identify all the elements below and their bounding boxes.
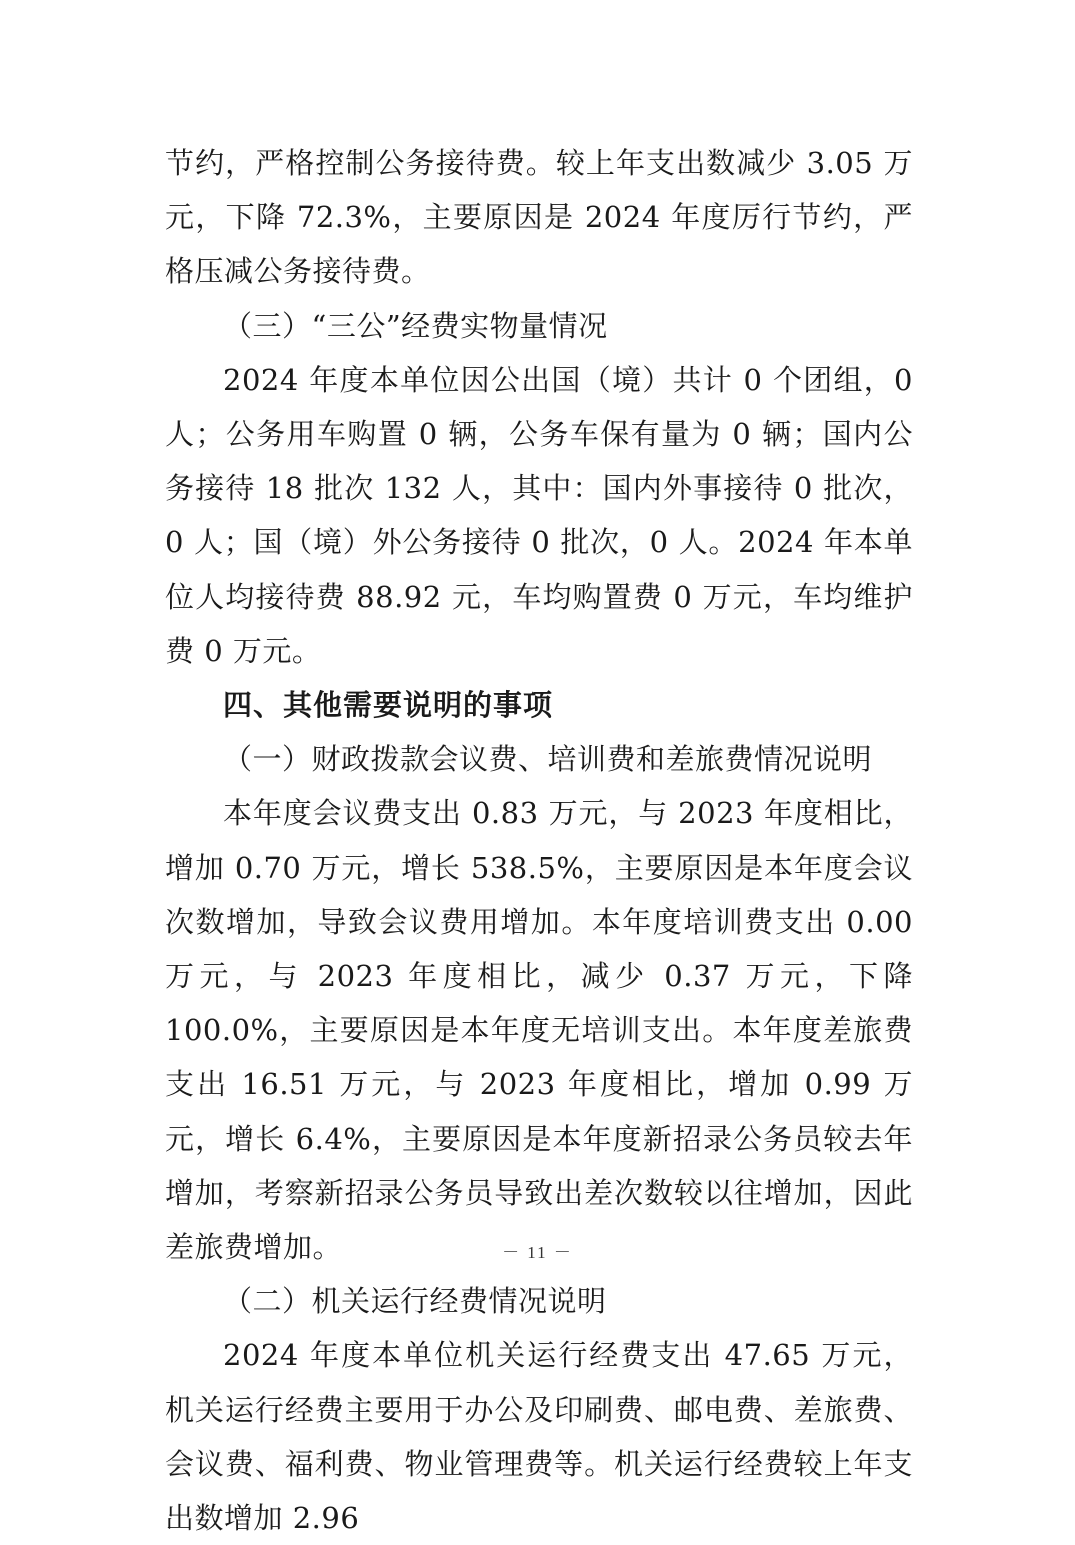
section-heading-other-matters: 四、其他需要说明的事项 xyxy=(223,688,554,723)
paragraph-continuation: 节约，严格控制公务接待费。较上年支出数减少 3.05 万元，下降 72.3%，主要原因是 2024 年度厉行节约，严格压减公务接待费。 xyxy=(165,146,913,289)
document-body xyxy=(165,136,913,1545)
subheading-meeting-training-travel: （一）财政拨款会议费、培训费和差旅费情况说明 xyxy=(223,742,873,777)
subheading-three-public-expenses-quantity: （三）“三公”经费实物量情况 xyxy=(223,308,608,343)
paragraph-meeting-training-travel: 本年度会议费支出 0.83 万元，与 2023 年度相比，增加 0.70 万元，增长 538.5%，主要原因是本年度会议次数增加，导致会议费用增加。本年度培训费支出 0.00 万元，与 2023 年度相比，减少 0.37 万元，下降 100.0%，主要原因是本年度无培训支出。本年度差旅费支出 16.51 万元，与 2023 年度相比，增加 0.99 万元，增长 6.4%，主要原因是本年度新招录公务员较去年增加，考察新招录公务员导致出差次数较以往增加，因此差旅费增加。 xyxy=(165,796,913,1265)
subheading-operating-expenses: （二）机关运行经费情况说明 xyxy=(223,1284,607,1319)
paragraph-quantity-details: 2024 年度本单位因公出国（境）共计 0 个团组，0 人；公务用车购置 0 辆，公务车保有量为 0 辆；国内公务接待 18 批次 132 人，其中：国内外事接待 0 批次，0 人；国（境）外公务接待 0 批次，0 人。2024 年本单位人均接待费 88.92 元，车均购置费 0 万元，车均维护费 0 万元。 xyxy=(165,362,913,668)
page-number: － 11 － xyxy=(502,1243,573,1262)
paragraph-operating-expenses: 2024 年度本单位机关运行经费支出 47.65 万元，机关运行经费主要用于办公及印刷费、邮电费、差旅费、会议费、福利费、物业管理费等。机关运行经费较上年支出数增加 2.96 xyxy=(165,1338,913,1536)
